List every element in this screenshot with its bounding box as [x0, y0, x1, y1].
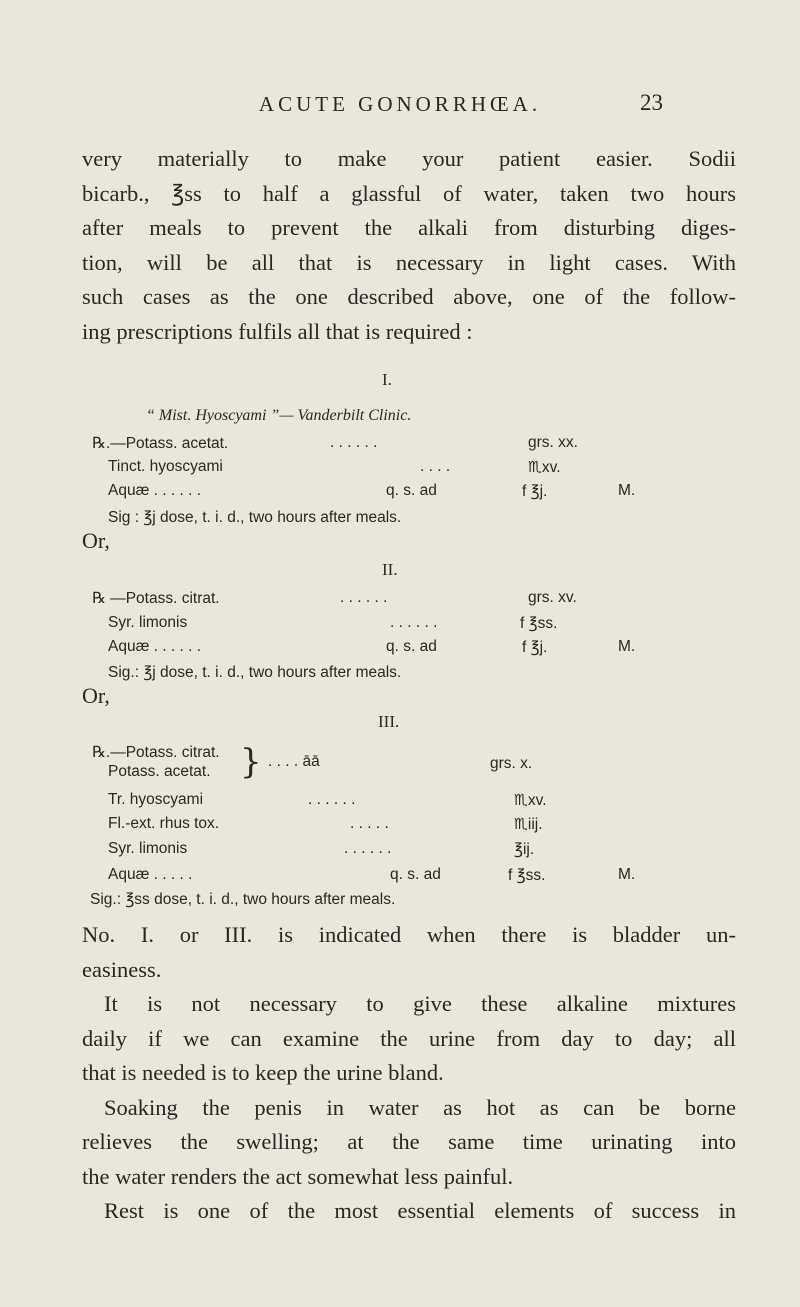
rx-amount: ♏iij. [514, 816, 543, 833]
rx3-line-6: Aquæ . . . . . [108, 866, 193, 883]
rx-amount: f ℥j. [522, 483, 548, 500]
rx2-sig: Sig.: ℥j dose, t. i. d., two hours after meals. [108, 664, 402, 681]
rx3-sig: Sig.: ℥ss dose, t. i. d., two hours after meals. [90, 891, 396, 908]
rx-dots: . . . . [420, 458, 451, 475]
rx-dots: . . . . . [350, 815, 389, 832]
rx3-line-2: Potass. acetat. [108, 763, 211, 780]
rx1-number: I. [382, 370, 392, 389]
rx1-line-3: Aquæ . . . . . . [108, 482, 202, 499]
rx-dots: . . . . . . [340, 589, 388, 606]
rx-amount: f ℥j. [522, 639, 548, 656]
rx3-line-1: ℞.—Potass. citrat. [92, 744, 220, 761]
rx-amount: ℥ij. [514, 841, 535, 858]
page-number: 23 [640, 90, 663, 115]
rx-amount: grs. x. [490, 755, 533, 772]
text-line: daily if we can examine the urine from day to day; all [82, 1025, 736, 1051]
rx-mix-mark: M. [618, 482, 636, 499]
text-line: very materially to make your patient easier. Sodii [82, 146, 736, 171]
rx2-number: II. [382, 560, 398, 579]
text-line: such cases as the one described above, one of the follow- [82, 284, 736, 309]
rx1-line-1: ℞.—Potass. acetat. [92, 435, 229, 452]
intro-paragraph [82, 142, 736, 349]
text-line: tion, will be all that is necessary in light cases. With [82, 249, 736, 275]
rx3-line-5: Syr. limonis [108, 840, 188, 857]
or-label: Or, [82, 683, 110, 708]
rx-dots: q. s. ad [390, 866, 441, 883]
rx-amount: grs. xv. [528, 589, 577, 606]
text-line: easiness. [82, 956, 162, 982]
text-line: the water renders the act somewhat less painful. [82, 1163, 514, 1189]
rx3-line-4: Fl.-ext. rhus tox. [108, 815, 220, 832]
rx-dots: . . . . . . [344, 840, 392, 857]
text-line: Soaking the penis in water as hot as can be borne [104, 1094, 736, 1120]
running-header: ACUTE GONORRHŒA. [258, 92, 542, 116]
rx2-line-2: Syr. limonis [108, 614, 188, 631]
rx3-number: III. [378, 712, 400, 731]
text-line: It is not necessary to give these alkaline mixtures [104, 991, 736, 1016]
rx-dots: . . . . . . [390, 614, 438, 631]
rx-dots: q. s. ad [386, 638, 437, 655]
rx-amount: f ℥ss. [520, 615, 558, 632]
rx1-title: “ Mist. Hyoscyami ”— Vanderbilt Clinic. [146, 407, 412, 424]
or-label: Or, [82, 528, 110, 553]
rx-dots: . . . . . . [308, 791, 356, 808]
rx-dots: q. s. ad [386, 482, 437, 499]
text-line: after meals to prevent the alkali from disturbing diges- [82, 215, 736, 240]
rx-amount: grs. xx. [528, 434, 578, 451]
text-line: No. I. or III. is indicated when there is bladder un- [82, 922, 736, 947]
rx-mix-mark: M. [618, 866, 636, 883]
text-line: that is needed is to keep the urine bland. [82, 1060, 444, 1085]
rx3-line-3: Tr. hyoscyami [108, 791, 204, 808]
rx-dots: . . . . āā [268, 753, 320, 770]
rx-amount: ♏xv. [528, 459, 561, 476]
rx-amount: ♏xv. [514, 792, 547, 809]
text-line: relieves the swelling; at the same time urinating into [82, 1129, 736, 1154]
brace-icon: } [240, 742, 262, 782]
rx-dots: . . . . . . [330, 434, 378, 451]
rx2-line-3: Aquæ . . . . . . [108, 638, 202, 655]
rx-mix-mark: M. [618, 638, 636, 655]
text-line: ing prescriptions fulfils all that is required : [82, 318, 473, 344]
rx1-line-2: Tinct. hyoscyami [108, 458, 223, 475]
text-line: Rest is one of the most essential elements of success in [104, 1198, 736, 1223]
closing-text [82, 918, 736, 1229]
rx1-sig: Sig : ℥j dose, t. i. d., two hours after meals. [108, 509, 402, 526]
text-line: bicarb., ℥ss to half a glassful of water, taken two hours [82, 180, 736, 206]
rx2-line-1: ℞ —Potass. citrat. [92, 590, 220, 607]
rx-amount: f ℥ss. [508, 867, 546, 884]
